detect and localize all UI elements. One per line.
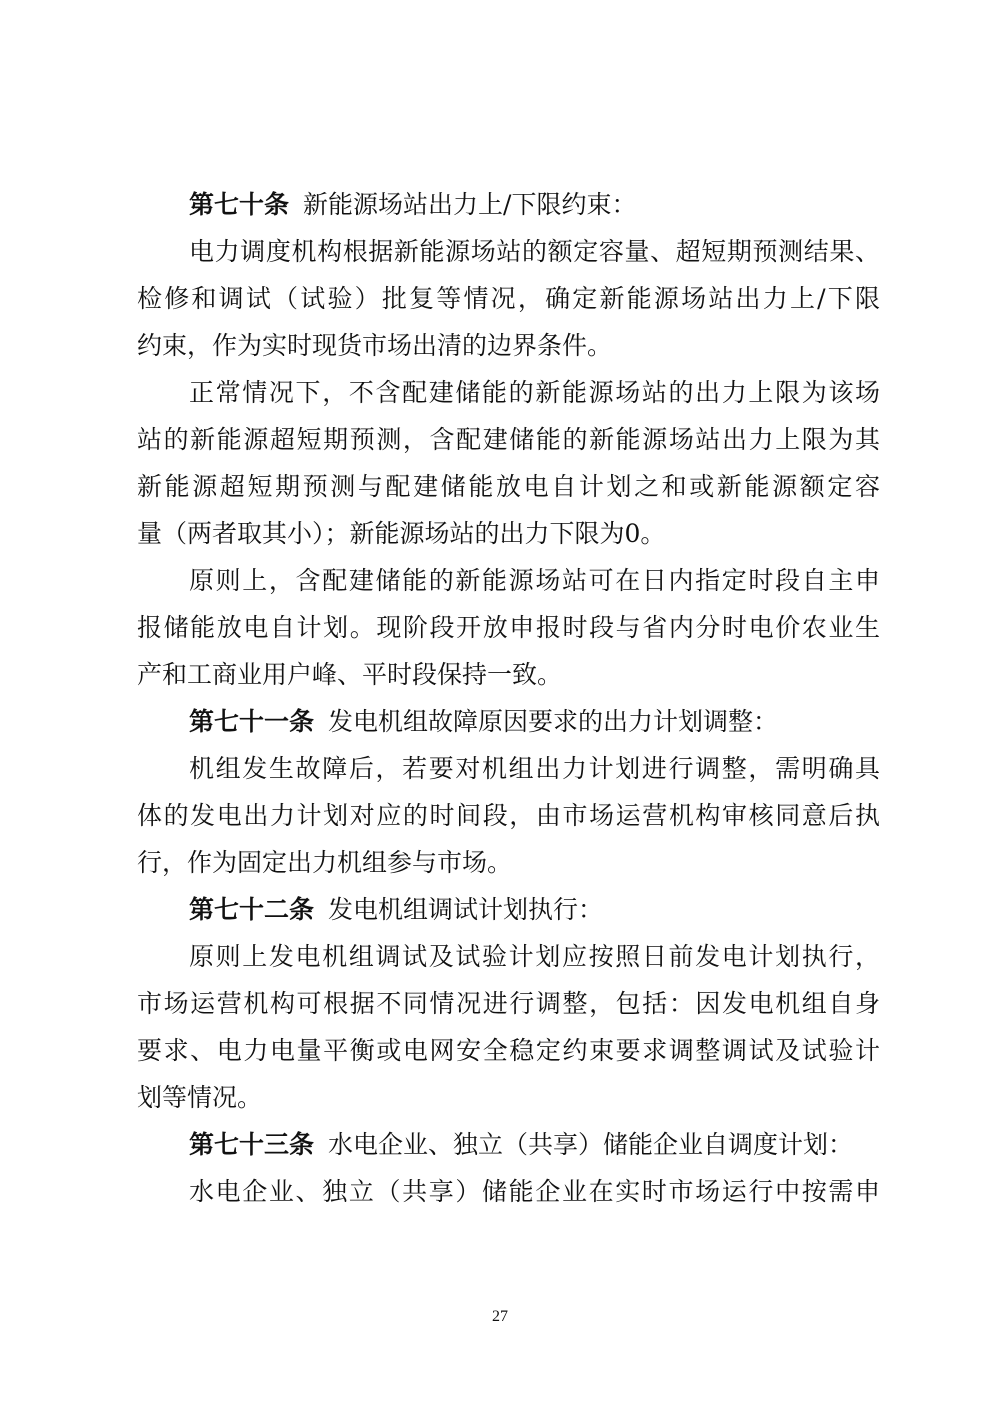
article-73-heading xyxy=(189,1130,880,1160)
text-line: 市场运营机构可根据不同情况进行调整，包括：因发电机组自身 xyxy=(137,989,880,1018)
text-line: 正常情况下，不含配建储能的新能源场站的出力上限为该场 xyxy=(189,378,880,407)
text-line: 划等情况。 xyxy=(137,1083,263,1112)
text-line: 要求、电力电量平衡或电网安全稳定约束要求调整调试及试验计 xyxy=(137,1036,880,1065)
text-line: 报储能放电自计划。现阶段开放申报时段与省内分时电价农业生 xyxy=(137,613,880,642)
text-line: 约束，作为实时现货市场出清的边界条件。 xyxy=(137,331,613,360)
article-number: 第七十条 xyxy=(189,190,290,219)
article-title: 新能源场站出力上/下限约束： xyxy=(303,190,637,219)
page-number: 27 xyxy=(492,1308,508,1325)
text-line: 量（两者取其小）；新能源场站的出力下限为0。 xyxy=(137,519,666,548)
article-70-heading xyxy=(189,190,880,220)
text-line: 体的发电出力计划对应的时间段，由市场运营机构审核同意后执 xyxy=(137,801,880,830)
article-title: 发电机组故障原因要求的出力计划调整： xyxy=(328,707,779,736)
article-number: 第七十一条 xyxy=(189,707,315,736)
text-line: 新能源超短期预测与配建储能放电自计划之和或新能源额定容 xyxy=(137,472,880,501)
text-line: 检修和调试（试验）批复等情况，确定新能源场站出力上/下限 xyxy=(137,284,880,313)
text-line: 原则上，含配建储能的新能源场站可在日内指定时段自主申 xyxy=(189,566,880,595)
article-72-heading xyxy=(189,895,880,925)
text-line: 产和工商业用户峰、平时段保持一致。 xyxy=(137,660,563,689)
text-line: 原则上发电机组调试及试验计划应按照日前发电计划执行， xyxy=(189,942,880,971)
article-71-heading xyxy=(189,707,880,737)
article-title: 水电企业、独立（共享）储能企业自调度计划： xyxy=(328,1130,854,1159)
text-line: 站的新能源超短期预测，含配建储能的新能源场站出力上限为其 xyxy=(137,425,880,454)
article-title: 发电机组调试计划执行： xyxy=(328,895,604,924)
text-line: 电力调度机构根据新能源场站的额定容量、超短期预测结果、 xyxy=(189,237,880,266)
article-number: 第七十三条 xyxy=(189,1130,315,1159)
text-line: 水电企业、独立（共享）储能企业在实时市场运行中按需申 xyxy=(189,1177,880,1206)
text-line: 行，作为固定出力机组参与市场。 xyxy=(137,848,513,877)
article-number: 第七十二条 xyxy=(189,895,315,924)
text-line: 机组发生故障后，若要对机组出力计划进行调整，需明确具 xyxy=(189,754,880,783)
